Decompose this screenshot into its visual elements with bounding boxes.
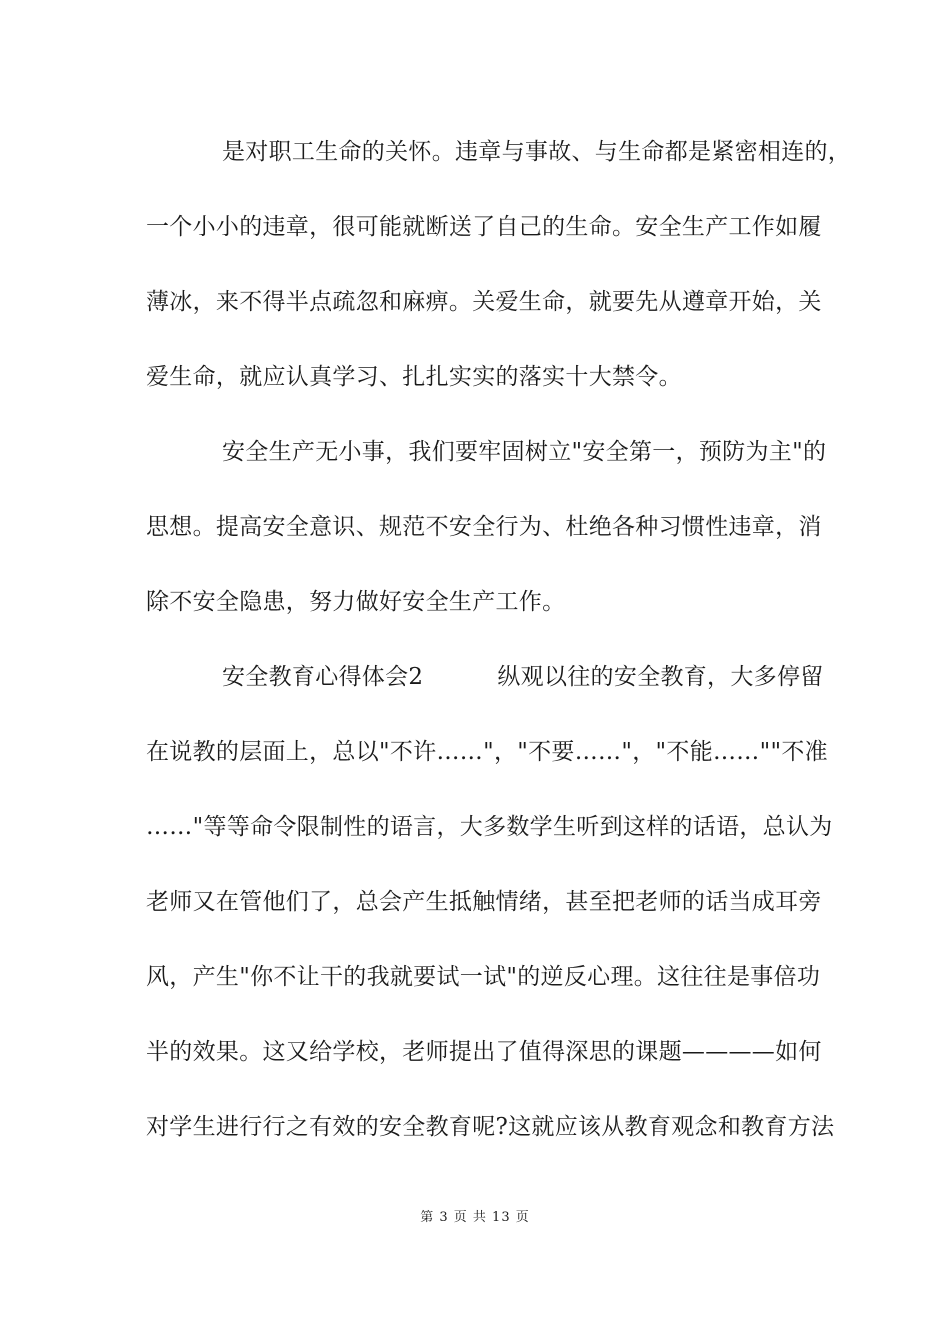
paragraph-line: 老师又在管他们了，总会产生抵触情绪，甚至把老师的话当成耳旁 — [146, 889, 822, 915]
paragraph-line: 除不安全隐患，努力做好安全生产工作。 — [146, 589, 566, 615]
paragraph-line: 思想。提高安全意识、规范不安全行为、杜绝各种习惯性违章，消 — [146, 514, 822, 540]
section-heading-continuation: 纵观以往的安全教育，大多停留 — [497, 664, 824, 690]
paragraph-line: ……"等等命令限制性的语言，大多数学生听到这样的话语，总认为 — [146, 814, 833, 840]
paragraph-line: 在说教的层面上，总以"不许……"，"不要……"，"不能……""不准 — [146, 739, 828, 765]
page-number-footer: 第 3 页 共 13 页 — [420, 1210, 530, 1225]
paragraph-line: 风，产生"你不让干的我就要试一试"的逆反心理。这往往是事倍功 — [146, 964, 821, 990]
paragraph-line: 爱生命，就应认真学习、扎扎实实的落实十大禁令。 — [146, 364, 682, 390]
section-heading-line — [222, 662, 902, 692]
paragraph-line: 半的效果。这又给学校，老师提出了值得深思的课题————如何 — [146, 1039, 822, 1065]
paragraph-line: 薄冰，来不得半点疏忽和麻痹。关爱生命，就要先从遵章开始，关 — [146, 289, 822, 315]
paragraph-line: 对学生进行行之有效的安全教育呢?这就应该从教育观念和教育方法 — [146, 1114, 835, 1140]
paragraph-line: 一个小小的违章，很可能就断送了自己的生命。安全生产工作如履 — [146, 214, 822, 240]
paragraph-line: 是对职工生命的关怀。违章与事故、与生命都是紧密相连的， — [222, 139, 852, 165]
paragraph-line: 安全生产无小事，我们要牢固树立"安全第一，预防为主"的 — [222, 439, 827, 465]
section-heading: 安全教育心得体会2 — [222, 664, 424, 690]
